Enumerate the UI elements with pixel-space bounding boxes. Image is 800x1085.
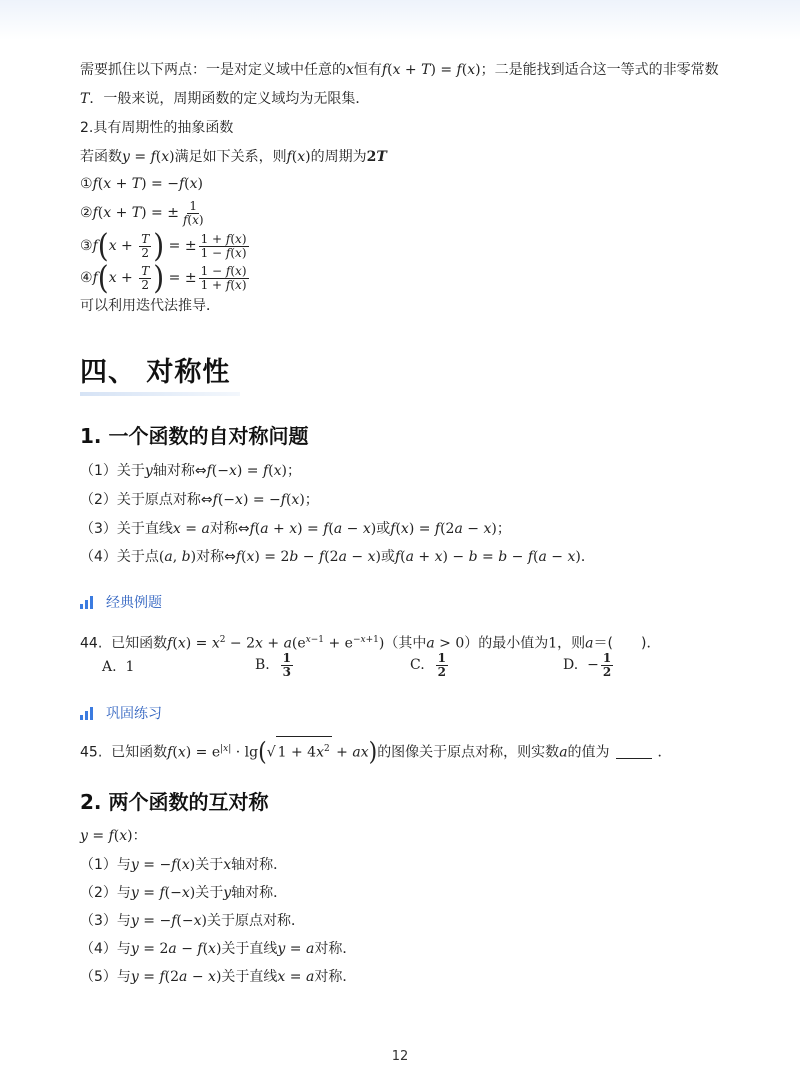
intro-line-1: 需要抓住以下两点：一是对定义域中任意的x恒有f(x + T) = f(x)；二是能找到适合这一等式的非零常数	[80, 62, 719, 78]
relation-2: ②f(x + T) = ± $\frac{1}{f(x)}$	[80, 198, 204, 227]
page-number: 12	[391, 1049, 409, 1064]
option-c[interactable]: C. $\frac{1}{2}$	[410, 650, 446, 679]
section-title: 四、 对称性	[80, 357, 231, 388]
tag-classic-example: 经典例题	[80, 592, 162, 612]
self-sym-item-3: （3）关于直线x = a对称⇔f(a + x) = f(a − x)或f(x) = f(2a − x)；	[80, 521, 511, 537]
relation-4: ④f(x + $\frac{T}{2}$ ) = ± $\frac{1 - f(x)}{1 + f(x)}$	[80, 258, 247, 297]
option-b[interactable]: B. $\frac{1}{3}$	[255, 650, 292, 679]
relation-3: ③f(x + $\frac{T}{2}$ ) = ± $\frac{1 + f(x)}{1 - f(x)}$	[80, 226, 247, 265]
mutual-sym-item-2: （2）与y = f(−x)关于y轴对称．	[80, 885, 288, 901]
abstract-footer: 可以利用迭代法推导．	[80, 298, 220, 314]
section-title-underline	[80, 392, 240, 396]
subsection-1-title: 1. 一个函数的自对称问题	[80, 424, 309, 448]
question-44: 44. 已知函数$f(x) = x^2 - 2x + a(e^{x-1} + e^{-x+1})$（其中a > 0）的最小值为1，则a＝( )．	[80, 635, 661, 652]
bar-chart-icon	[80, 707, 96, 720]
mutual-sym-item-5: （5）与y = f(2a − x)关于直线x = a对称．	[80, 969, 357, 985]
tag-practice: 巩固练习	[80, 703, 162, 723]
mutual-sym-lead: y = f(x)：	[80, 828, 147, 844]
math-periodic-eq: f	[381, 62, 388, 78]
bar-chart-icon	[80, 596, 96, 609]
self-sym-item-2: （2）关于原点对称⇔f(−x) = −f(x)；	[80, 492, 319, 508]
self-sym-item-1: （1）关于y轴对称⇔f(−x) = f(x)；	[80, 463, 301, 479]
subsection-2-title: 2. 两个函数的互对称	[80, 790, 269, 814]
mutual-sym-item-3: （3）与y = −f(−x)关于原点对称．	[80, 913, 305, 929]
option-d[interactable]: D. − $\frac{1}{2}$	[563, 650, 612, 679]
mutual-sym-item-4: （4）与y = 2a − f(x)关于直线y = a对称．	[80, 941, 357, 957]
self-sym-item-4: （4）关于点(a, b)对称⇔f(x) = 2b − f(2a − x)或f(a + x) − b = b − f(a − x)．	[80, 549, 595, 565]
header-band	[0, 0, 800, 40]
intro-line-2: T．一般来说，周期函数的定义域均为无限集．	[80, 91, 370, 107]
answer-blank[interactable]	[616, 758, 652, 759]
mutual-sym-item-1: （1）与y = −f(x)关于x轴对称．	[80, 857, 288, 873]
relation-1: ①f(x + T) = −f(x)	[80, 176, 203, 192]
abstract-heading: 2.具有周期性的抽象函数	[80, 120, 234, 136]
question-45: 45. 已知函数$f(x) = e^{|x|} \cdot \lg(√$ $1 + 4x^2 + ax$)的图像关于原点对称，则实数a的值为 ．	[80, 737, 672, 767]
option-a[interactable]: A. 1	[102, 659, 135, 675]
abstract-lead: 若函数y = f(x)满足如下关系，则f(x)的周期为2T	[80, 149, 387, 165]
